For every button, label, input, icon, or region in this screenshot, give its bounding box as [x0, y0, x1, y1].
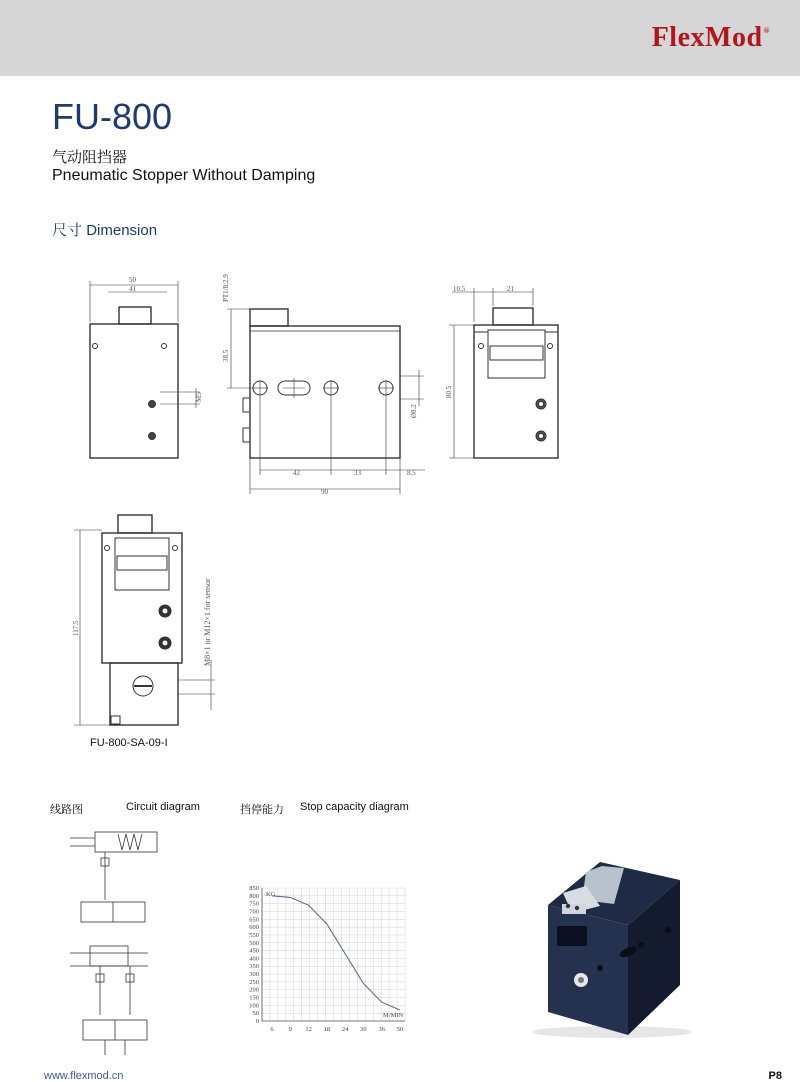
chart-ytick-label: 100 [249, 1002, 259, 1010]
chart-ytick-label: 500 [249, 939, 259, 947]
page-number: P8 [768, 1070, 782, 1082]
chart-ylabel: KG [266, 891, 276, 898]
capacity-curve [272, 896, 400, 1010]
front-view [90, 281, 200, 458]
dim-10-5: 10.5 [453, 285, 466, 293]
subtitle-en: Pneumatic Stopper Without Damping [52, 167, 316, 184]
dim-42: 42 [293, 469, 300, 477]
model-label: FU-800-SA-09-I [90, 737, 168, 749]
dim-80-5: 80.5 [445, 385, 453, 398]
chart-xtick-label: 24 [341, 1026, 349, 1033]
chart-ytick-label: 200 [249, 986, 259, 994]
stop-capacity-label-en: Stop capacity diagram [300, 801, 409, 813]
chart-ytick-label: 300 [249, 971, 259, 979]
chart-ytick-label: 650 [249, 916, 259, 924]
stop-capacity-label-cn: 挡停能力 [240, 804, 284, 816]
chart-ytick-label: 600 [249, 924, 259, 932]
chart-xtick-label: 18 [323, 1026, 331, 1033]
dim-50: 50 [129, 276, 136, 284]
chart-ytick-label: 550 [249, 931, 259, 939]
product-3d-image [532, 862, 692, 1038]
chart-ytick-label: 150 [249, 994, 259, 1002]
chart-xtick-label: 36 [378, 1026, 385, 1033]
dim-90: 90 [321, 488, 328, 496]
chart-ytick-label: 700 [249, 908, 259, 916]
dim-pt18: PT1/8:2.9 [222, 274, 230, 302]
chart-ytick-label: 850 [249, 885, 259, 892]
chart-ytick-label: 400 [249, 955, 259, 963]
footer-url[interactable]: www.flexmod.cn [44, 1070, 124, 1082]
chart-xtick-label: 30 [360, 1026, 367, 1033]
stop-capacity-chart [249, 885, 405, 1033]
dim-8-5: 8.5 [407, 469, 416, 477]
chart-xtick-label: 9 [288, 1026, 292, 1033]
dim-117-5: 117.5 [72, 620, 80, 636]
brand-logo[interactable]: FlexMod® [651, 22, 770, 53]
dim-21: 21 [507, 285, 514, 293]
dimension-heading: 尺寸 Dimension [52, 221, 158, 239]
chart-xlabel: M/MIN [383, 1012, 404, 1019]
subtitle-cn: 气动阻挡器 [52, 148, 128, 166]
chart-xtick-label: 6 [270, 1026, 274, 1033]
dim-38-5: 38.5 [222, 349, 230, 362]
chart-ytick-label: 0 [255, 1018, 259, 1025]
chart-ytick-label: 50 [252, 1010, 259, 1018]
dim-m5: M5 [195, 392, 203, 402]
rear-view [449, 288, 558, 458]
chart-xtick-label: 12 [305, 1026, 312, 1033]
chart-grid [262, 888, 405, 1021]
chart-ytick-label: 450 [249, 947, 259, 955]
dim-sensor-thread: M8×1 or M12×1 for sensor [203, 578, 212, 666]
dim-dia-8-2: Ø8.2 [410, 404, 418, 418]
page-title: FU-800 [52, 96, 173, 137]
chart-ytick-label: 350 [249, 963, 259, 971]
dim-33: 33 [354, 469, 361, 477]
chart-xtick-label: 50 [396, 1026, 404, 1033]
chart-ytick-label: 750 [249, 900, 259, 908]
dim-41: 41 [129, 285, 136, 293]
chart-ytick-label: 250 [249, 978, 259, 986]
sensor-view [74, 515, 215, 725]
circuit-diagram [70, 832, 157, 1055]
circuit-label-cn: 线路图 [50, 804, 83, 816]
chart-ytick-label: 800 [249, 892, 259, 900]
side-view [227, 309, 425, 494]
circuit-label-en: Circuit diagram [126, 801, 200, 813]
